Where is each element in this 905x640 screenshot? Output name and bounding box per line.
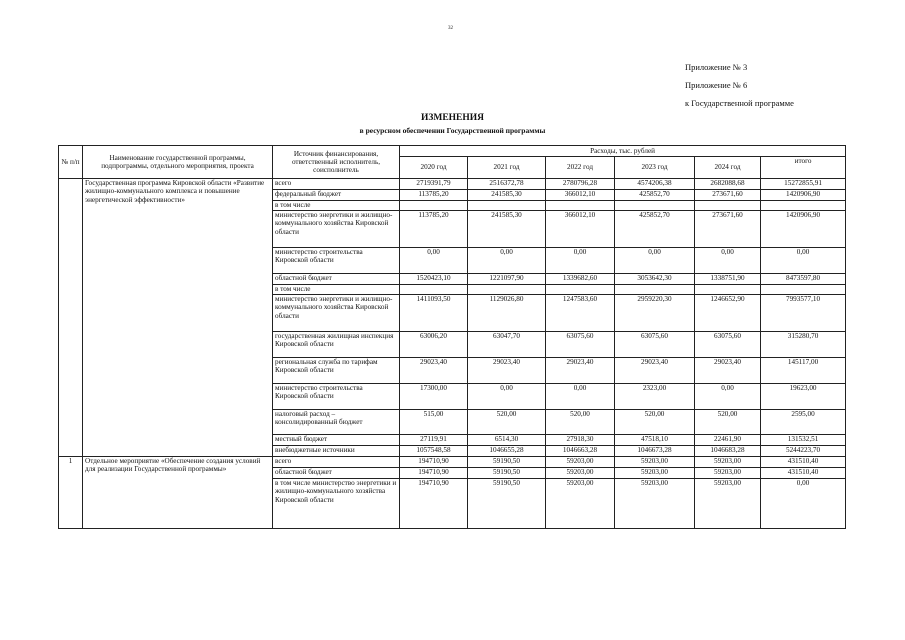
year-value-cell: 0,00: [468, 384, 546, 410]
year-value-cell: [615, 201, 695, 211]
funding-source: в том числе: [273, 285, 400, 295]
year-value-cell: 1057548,58: [400, 446, 468, 457]
year-value-cell: 520,00: [695, 410, 761, 435]
year-value-cell: 1046655,28: [468, 446, 546, 457]
appendix-line-2: Приложение № 6: [685, 80, 748, 90]
funding-source: министерство энергетики и жилищно-коммунального хозяйства Кировской области: [273, 295, 400, 332]
year-value-cell: 2959220,30: [615, 295, 695, 332]
year-value-cell: 425852,70: [615, 190, 695, 201]
appendix-line-3: к Государственной программе: [685, 98, 794, 108]
year-value-cell: 1046683,28: [695, 446, 761, 457]
header-year: 2021 год: [468, 157, 546, 179]
year-value-cell: [400, 201, 468, 211]
year-value-cell: [695, 201, 761, 211]
total-cell: 145117,00: [761, 358, 846, 384]
year-value-cell: 2780796,28: [546, 179, 615, 190]
total-cell: 7993577,10: [761, 295, 846, 332]
year-value-cell: 366012,10: [546, 190, 615, 201]
year-value-cell: 59203,00: [695, 457, 761, 468]
year-value-cell: [400, 285, 468, 295]
header-source: Источник финансирования, ответственный исполнитель, соисполнитель: [273, 146, 400, 179]
year-value-cell: 0,00: [695, 384, 761, 410]
total-cell: 431510,40: [761, 468, 846, 479]
total-cell: 1420906,90: [761, 190, 846, 201]
year-value-cell: 366012,10: [546, 211, 615, 248]
year-value-cell: 273671,60: [695, 190, 761, 201]
row-number: 1: [59, 457, 83, 529]
total-cell: 431510,40: [761, 457, 846, 468]
funding-source: внебюджетные источники: [273, 446, 400, 457]
year-value-cell: 194710,90: [400, 479, 468, 529]
program-name: Отдельное мероприятие «Обеспечение создания условий для реализации Государственной программы»: [83, 457, 273, 529]
year-value-cell: 0,00: [546, 384, 615, 410]
year-value-cell: 2516372,78: [468, 179, 546, 190]
document-title: ИЗМЕНЕНИЯ: [420, 113, 485, 123]
year-value-cell: 113785,20: [400, 211, 468, 248]
funding-source: областной бюджет: [273, 274, 400, 285]
total-cell: 131532,51: [761, 435, 846, 446]
year-value-cell: 1246652,90: [695, 295, 761, 332]
funding-source: министерство строительства Кировской области: [273, 248, 400, 274]
year-value-cell: [546, 201, 615, 211]
total-cell: [761, 285, 846, 295]
header-expenses: Расходы, тыс. рублей: [400, 146, 846, 157]
year-value-cell: 29023,40: [695, 358, 761, 384]
funding-source: министерство энергетики и жилищно-коммунального хозяйства Кировской области: [273, 211, 400, 248]
funding-source: в том числе министерство энергетики и жилищно-коммунального хозяйства Кировской области: [273, 479, 400, 529]
funding-source: государственная жилищная инспекция Кировской области: [273, 332, 400, 358]
year-value-cell: 27918,30: [546, 435, 615, 446]
header-year: 2022 год: [546, 157, 615, 179]
year-value-cell: 1247583,60: [546, 295, 615, 332]
header-name: Наименование государственной программы, подпрограммы, отдельного мероприятия, проекта: [83, 146, 273, 179]
year-value-cell: 113785,20: [400, 190, 468, 201]
year-value-cell: 1129026,80: [468, 295, 546, 332]
document-subtitle: в ресурсном обеспечении Государственной программы: [359, 126, 546, 135]
year-value-cell: 4574206,38: [615, 179, 695, 190]
header-total: итого: [761, 157, 846, 179]
resource-table: [58, 145, 846, 529]
year-value-cell: 59190,50: [468, 468, 546, 479]
year-value-cell: 520,00: [615, 410, 695, 435]
year-value-cell: 520,00: [546, 410, 615, 435]
year-value-cell: 273671,60: [695, 211, 761, 248]
year-value-cell: 1339682,60: [546, 274, 615, 285]
funding-source: всего: [273, 457, 400, 468]
year-value-cell: 1411093,50: [400, 295, 468, 332]
year-value-cell: 29023,40: [615, 358, 695, 384]
year-value-cell: 63075,60: [615, 332, 695, 358]
year-value-cell: 520,00: [468, 410, 546, 435]
total-cell: 0,00: [761, 248, 846, 274]
year-value-cell: 59203,00: [615, 479, 695, 529]
header-year: 2023 год: [615, 157, 695, 179]
year-value-cell: 2719391,79: [400, 179, 468, 190]
table-row: [59, 179, 846, 190]
total-cell: 2595,00: [761, 410, 846, 435]
year-value-cell: 29023,40: [400, 358, 468, 384]
year-value-cell: 0,00: [468, 248, 546, 274]
year-value-cell: 3053642,30: [615, 274, 695, 285]
year-value-cell: 2682088,68: [695, 179, 761, 190]
table-header: [59, 146, 846, 179]
year-value-cell: 63075,60: [546, 332, 615, 358]
total-cell: 5244223,70: [761, 446, 846, 457]
year-value-cell: [468, 285, 546, 295]
year-value-cell: 17300,00: [400, 384, 468, 410]
funding-source: областной бюджет: [273, 468, 400, 479]
year-value-cell: 29023,40: [546, 358, 615, 384]
year-value-cell: 27119,91: [400, 435, 468, 446]
year-value-cell: 59203,00: [615, 457, 695, 468]
funding-source: в том числе: [273, 201, 400, 211]
table-body: [59, 179, 846, 529]
year-value-cell: 59203,00: [546, 479, 615, 529]
year-value-cell: 0,00: [695, 248, 761, 274]
year-value-cell: 425852,70: [615, 211, 695, 248]
table-row: [59, 457, 846, 468]
year-value-cell: 63047,70: [468, 332, 546, 358]
year-value-cell: 1520423,10: [400, 274, 468, 285]
funding-source: региональная служба по тарифам Кировской области: [273, 358, 400, 384]
funding-source: налоговый расход – консолидированный бюджет: [273, 410, 400, 435]
year-value-cell: 59203,00: [615, 468, 695, 479]
year-value-cell: 1046663,28: [546, 446, 615, 457]
year-value-cell: 63075,60: [695, 332, 761, 358]
year-value-cell: [468, 201, 546, 211]
total-cell: 19623,00: [761, 384, 846, 410]
funding-source: местный бюджет: [273, 435, 400, 446]
year-value-cell: 6514,30: [468, 435, 546, 446]
funding-source: министерство строительства Кировской области: [273, 384, 400, 410]
program-name: Государственная программа Кировской области «Развитие жилищно-коммунального комплекса и повышение энергетической эффективности»: [83, 179, 273, 457]
total-cell: 15272855,91: [761, 179, 846, 190]
appendix-line-1: Приложение № 3: [685, 62, 748, 72]
year-value-cell: 47518,10: [615, 435, 695, 446]
year-value-cell: 59203,00: [546, 457, 615, 468]
row-number: [59, 179, 83, 457]
year-value-cell: [695, 285, 761, 295]
year-value-cell: 0,00: [615, 248, 695, 274]
year-value-cell: [615, 285, 695, 295]
year-value-cell: 59203,00: [695, 468, 761, 479]
year-value-cell: 1046673,28: [615, 446, 695, 457]
year-value-cell: 0,00: [546, 248, 615, 274]
page-number: 32: [448, 26, 453, 31]
year-value-cell: 59203,00: [546, 468, 615, 479]
total-cell: 8473597,80: [761, 274, 846, 285]
funding-source: всего: [273, 179, 400, 190]
header-year: 2024 год: [695, 157, 761, 179]
year-value-cell: 194710,90: [400, 468, 468, 479]
year-value-cell: 194710,90: [400, 457, 468, 468]
year-value-cell: 59190,50: [468, 457, 546, 468]
year-value-cell: 1338751,90: [695, 274, 761, 285]
funding-source: федеральный бюджет: [273, 190, 400, 201]
total-cell: 315280,70: [761, 332, 846, 358]
total-cell: 0,00: [761, 479, 846, 529]
year-value-cell: 63006,20: [400, 332, 468, 358]
year-value-cell: 1221097,90: [468, 274, 546, 285]
year-value-cell: [546, 285, 615, 295]
year-value-cell: 22461,90: [695, 435, 761, 446]
year-value-cell: 59203,00: [695, 479, 761, 529]
year-value-cell: 2323,00: [615, 384, 695, 410]
year-value-cell: 515,00: [400, 410, 468, 435]
year-value-cell: 29023,40: [468, 358, 546, 384]
year-value-cell: 241585,30: [468, 211, 546, 248]
total-cell: 1420906,90: [761, 211, 846, 248]
year-value-cell: 241585,30: [468, 190, 546, 201]
year-value-cell: 59190,50: [468, 479, 546, 529]
header-year: 2020 год: [400, 157, 468, 179]
total-cell: [761, 201, 846, 211]
header-num: № п/п: [59, 146, 83, 179]
year-value-cell: 0,00: [400, 248, 468, 274]
